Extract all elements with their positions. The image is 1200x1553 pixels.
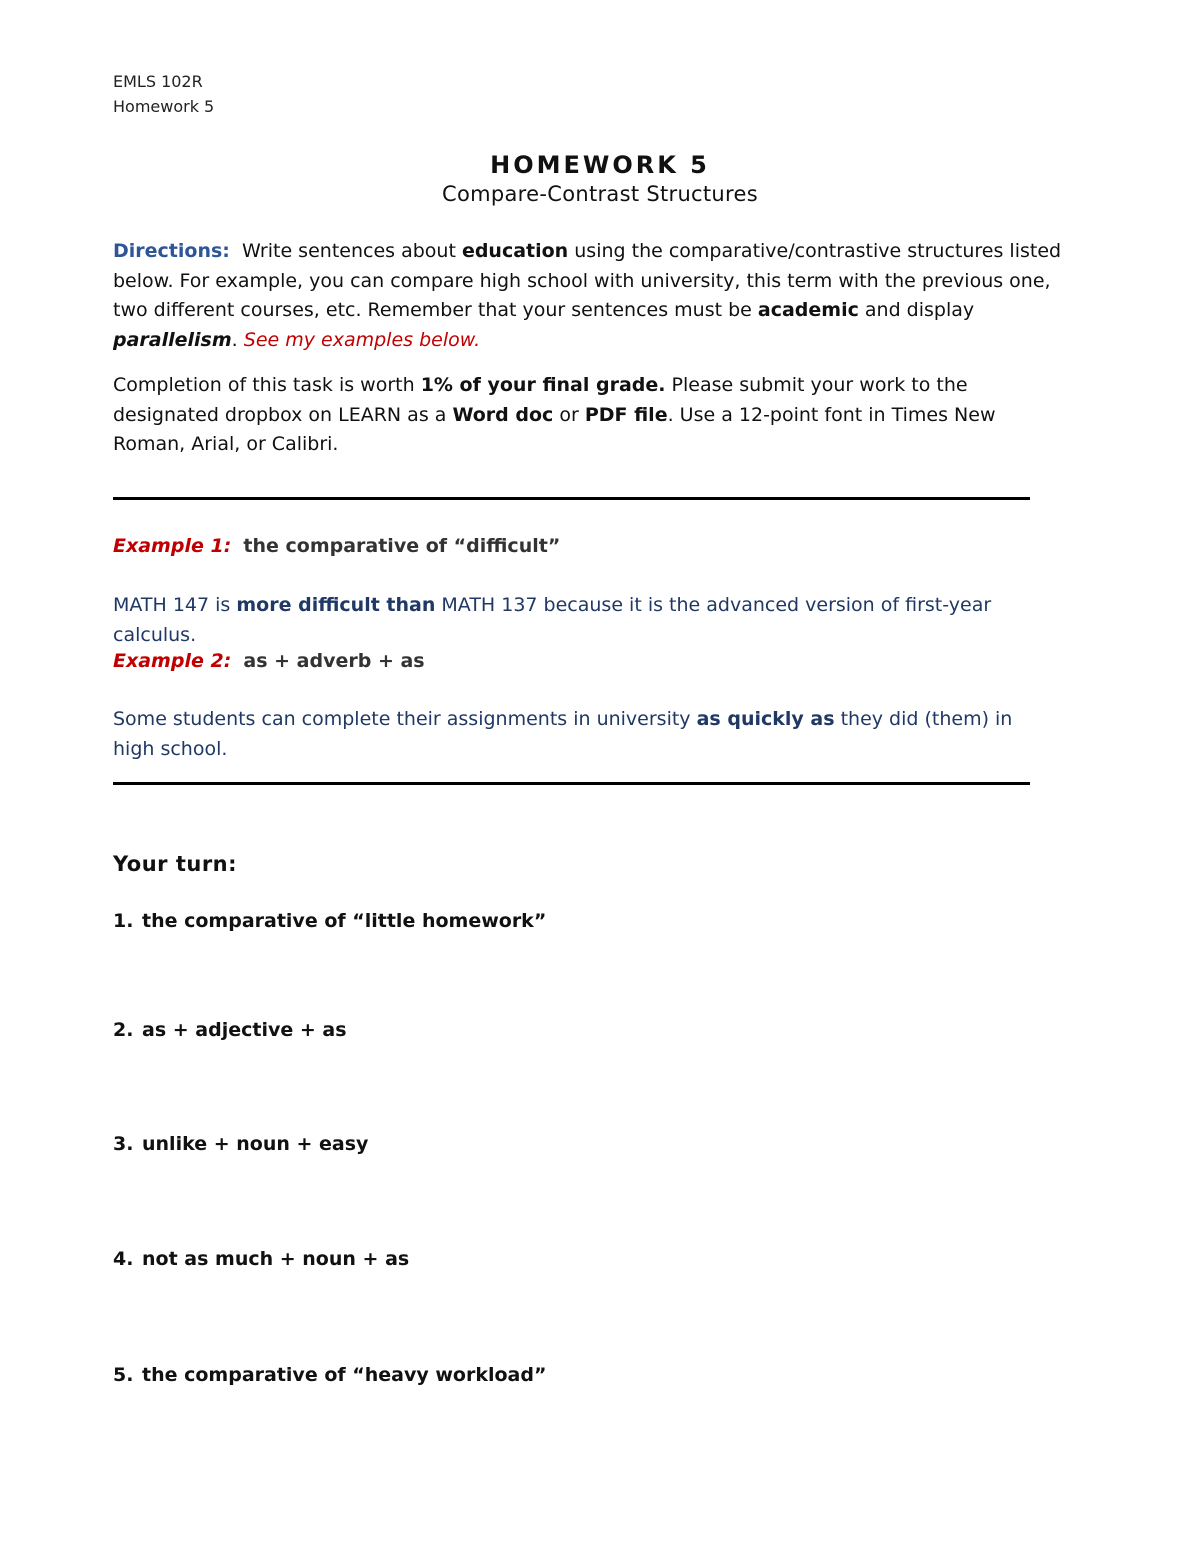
- task-number: 2.: [113, 1019, 134, 1041]
- header-doc: Homework 5: [113, 97, 215, 116]
- directions-text: using the comparative/contrastive structures listed below. For example, you can compare high school with university, this term with the previous one, two different courses, etc. Remember that your sentences must be: [113, 240, 1062, 321]
- example-2-label: Example 2:: [113, 650, 232, 672]
- directions-bold-education: education: [461, 240, 569, 262]
- completion-text: or: [553, 403, 585, 426]
- divider-top: [113, 497, 1030, 500]
- directions-text: Write sentences about: [241, 240, 462, 262]
- task-number: 3.: [113, 1133, 134, 1155]
- completion-bold-grade: 1% of your final grade.: [420, 374, 666, 396]
- task-number: 4.: [113, 1248, 134, 1270]
- example-1-label: Example 1:: [113, 535, 232, 557]
- task-text: not as much + noun + as: [142, 1248, 410, 1270]
- page-title: HOMEWORK 5: [490, 151, 710, 179]
- directions-text: .: [231, 328, 244, 351]
- example-1-sentence: [113, 591, 1073, 650]
- directions-label: Directions:: [113, 240, 230, 262]
- example-2-sentence: [113, 705, 1053, 764]
- example-2-text: Some students can complete their assignments in university: [113, 708, 697, 730]
- task-item-1: [113, 908, 546, 934]
- example-1-text: MATH 147 is: [113, 594, 237, 616]
- directions-bold-parallelism: parallelism: [113, 328, 232, 351]
- example-1-structure: the comparative of “difficult”: [243, 535, 561, 557]
- completion-bold-pdf-file: PDF file: [584, 403, 668, 426]
- task-number: 5.: [113, 1364, 134, 1386]
- your-turn-heading: Your turn:: [113, 852, 238, 876]
- directions-bold-academic: academic: [757, 299, 859, 321]
- example-2-structure: as + adverb + as: [243, 650, 425, 672]
- task-number: 1.: [113, 910, 134, 932]
- completion-bold-word-doc: Word doc: [452, 403, 554, 426]
- task-item-3: [113, 1131, 368, 1157]
- task-item-4: [113, 1246, 409, 1272]
- directions-see-examples: See my examples below.: [243, 328, 481, 351]
- task-text: the comparative of “little homework”: [142, 910, 547, 932]
- task-item-5: [113, 1362, 546, 1388]
- header-course: EMLS 102R: [113, 72, 203, 91]
- completion-text: . Use a 12-point font in Times New Roman, Arial, or Calibri.: [113, 403, 996, 455]
- completion-text: Completion of this task is worth: [113, 374, 421, 396]
- directions-text: and display: [858, 299, 975, 321]
- completion-paragraph: [113, 371, 1073, 460]
- example-1-heading: [113, 532, 1073, 562]
- page-subtitle: Compare-Contrast Structures: [442, 182, 758, 206]
- example-1-highlight: more difficult than: [236, 594, 436, 616]
- task-item-2: [113, 1017, 347, 1043]
- example-1-text: MATH 137 because it is the advanced version of first-year calculus.: [113, 594, 992, 646]
- example-2-text: they did (them) in high school.: [113, 708, 1013, 760]
- example-2-highlight: as quickly as: [696, 708, 835, 730]
- completion-text: Please submit your work to the designated dropbox on LEARN as a: [113, 374, 968, 426]
- divider-bottom: [113, 782, 1030, 785]
- task-text: unlike + noun + easy: [142, 1133, 369, 1155]
- directions-paragraph: [113, 237, 1073, 355]
- task-text: as + adjective + as: [142, 1019, 347, 1041]
- task-text: the comparative of “heavy workload”: [142, 1364, 547, 1386]
- example-2-heading: [113, 647, 1073, 677]
